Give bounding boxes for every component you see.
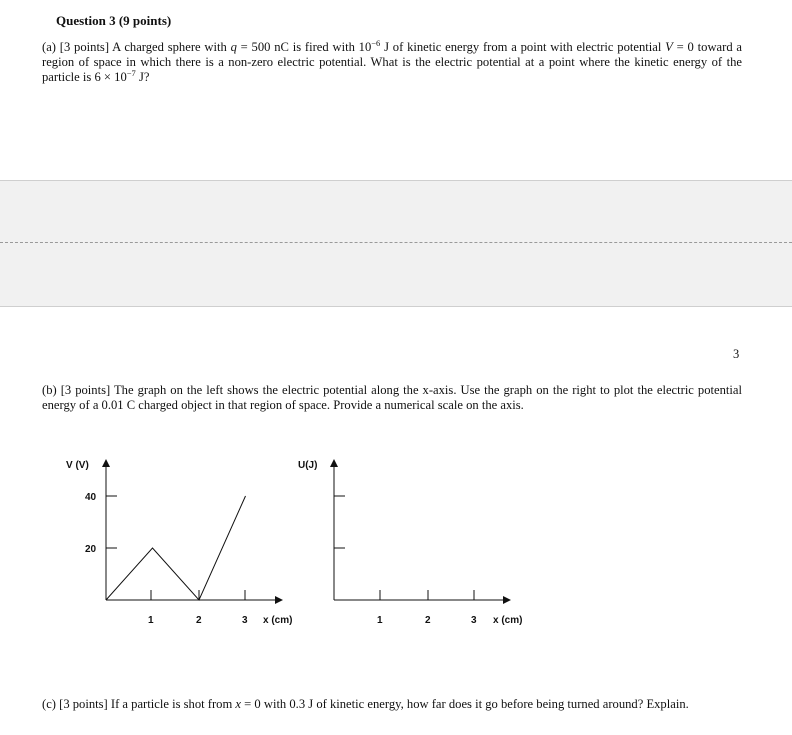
left-x-tick-label-2: 2 — [196, 615, 202, 626]
page-break-band-top — [0, 180, 792, 243]
part-a-text: (a) [3 points] A charged sphere with q = 500 nC is fired with $10^{-6}$ J of kinetic energy from a point with electric potential V = 0 toward a region of space in which there is a non-zero electric potential. What is the electric potential at a point where the kinetic energy of the particle is $6 \times 10^{-7}$ J? — [42, 38, 742, 84]
left-x-tick-label-1: 1 — [148, 615, 154, 626]
graphs-area — [0, 440, 792, 640]
left-x-axis-label: x (cm) — [263, 615, 293, 626]
left-y-tick-label-20: 20 — [85, 544, 97, 555]
right-x-tick-label-2: 2 — [425, 615, 431, 626]
right-x-axis-label: x (cm) — [493, 615, 523, 626]
left-y-tick-label-40: 40 — [85, 492, 97, 503]
part-c-text: (c) [3 points] If a particle is shot from x = 0 with 0.3 J of kinetic energy, how far does it go before being turned around? Explain. — [42, 697, 689, 711]
page-break-band-bottom — [0, 243, 792, 307]
left-graph — [66, 460, 292, 626]
right-x-tick-label-1: 1 — [377, 615, 383, 626]
left-x-tick-label-3: 3 — [242, 615, 248, 626]
right-y-axis-label: U(J) — [298, 460, 318, 471]
potential-line — [106, 496, 246, 600]
right-x-tick-label-3: 3 — [471, 615, 477, 626]
question-title: Question 3 (9 points) — [56, 13, 172, 28]
part-b-text: (b) [3 points] The graph on the left shows the electric potential along the x-axis. Use the graph on the right to plot the electric potential energy of a 0.01 C charged object in that region of space. Provide a numerical scale on the axis. — [42, 383, 742, 412]
left-y-axis-label: V (V) — [66, 460, 89, 471]
right-graph — [298, 460, 522, 626]
page-number: 3 — [733, 347, 740, 361]
